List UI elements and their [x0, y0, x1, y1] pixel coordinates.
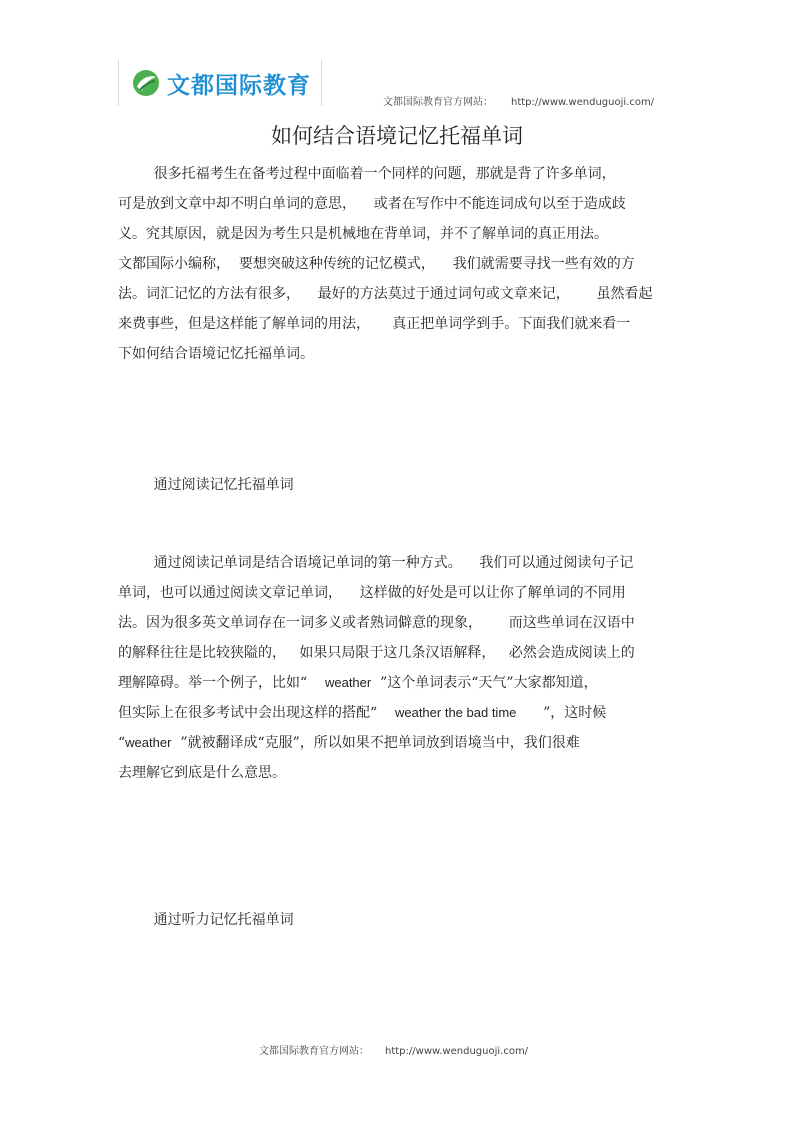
english-word: weather: [324, 675, 372, 690]
header-website-info: [383, 93, 654, 108]
section-heading-reading: [118, 470, 678, 500]
footer-site-label: 文都国际教育官方网站：: [259, 1046, 369, 1057]
footer-site-url[interactable]: http://www.wenduguoji.com/: [385, 1046, 529, 1057]
page-title: 如何结合语境记忆托福单词: [271, 124, 523, 148]
logo-text: 文都国际教育: [167, 72, 311, 99]
text-line: 来费事些，但是这样能了解单词的用法， 真正把单词学到手。下面我们就来看一: [118, 316, 631, 332]
section-heading-listening: [118, 905, 678, 935]
text-segment: ”，这时候: [516, 705, 607, 721]
text-line: 义。究其原因，就是因为考生只是机械地在背单词，并不了解单词的真正用法。: [118, 226, 608, 242]
text-line: 可是放到文章中却不明白单词的意思， 或者在写作中不能连词成句以至于造成歧: [118, 196, 626, 212]
english-word: weather: [125, 735, 172, 750]
header-site-label: 文都国际教育官方网站：: [383, 97, 493, 108]
text-segment: “: [118, 735, 126, 751]
text-line: [118, 728, 678, 758]
text-line: 去理解它到底是什么意思。: [118, 765, 286, 781]
text-line: 很多托福考生在备考过程中面临着一个同样的问题，那就是背了许多单词，: [118, 166, 616, 182]
section-heading-text: 通过阅读记忆托福单词: [118, 477, 294, 493]
text-line: 单词，也可以通过阅读文章记单词， 这样做的好处是可以让你了解单词的不同用: [118, 585, 626, 601]
reading-paragraph: [118, 548, 678, 788]
text-line: 的解释往往是比较狭隘的， 如果只局限于这几条汉语解释， 必然会造成阅读上的: [118, 645, 635, 661]
text-line: 法。词汇记忆的方法有很多， 最好的方法莫过于通过词句或文章来记， 虽然看起: [118, 286, 653, 302]
section-heading-text: 通过听力记忆托福单词: [118, 912, 294, 928]
intro-paragraph: [118, 159, 678, 369]
header-site-url[interactable]: http://www.wenduguoji.com/: [511, 97, 655, 108]
text-line: 文都国际小编称， 要想突破这种传统的记忆模式， 我们就需要寻找一些有效的方: [118, 256, 635, 272]
text-segment: ”就被翻译成“克服”，所以如果不把单词放到语境当中，我们很难: [171, 735, 580, 751]
english-phrase: weather the bad time: [394, 705, 517, 720]
text-segment: 但实际上在很多考试中会出现这样的搭配“: [118, 705, 395, 721]
text-line: [118, 668, 678, 698]
text-line: 下如何结合语境记忆托福单词。: [118, 346, 314, 362]
text-line: [118, 698, 678, 728]
text-segment: ”这个单词表示“天气”大家都知道，: [371, 675, 598, 691]
text-line: 法。因为很多英文单词存在一词多义或者熟词僻意的现象， 而这些单词在汉语中: [118, 615, 635, 631]
brand-logo: [118, 60, 322, 106]
text-segment: 理解障碍。举一个例子，比如“: [118, 675, 325, 691]
logo-mark-icon: [131, 68, 161, 98]
footer-website-info: [259, 1042, 528, 1057]
text-line: 通过阅读记单词是结合语境记单词的第一种方式。 我们可以通过阅读句子记: [118, 555, 634, 571]
